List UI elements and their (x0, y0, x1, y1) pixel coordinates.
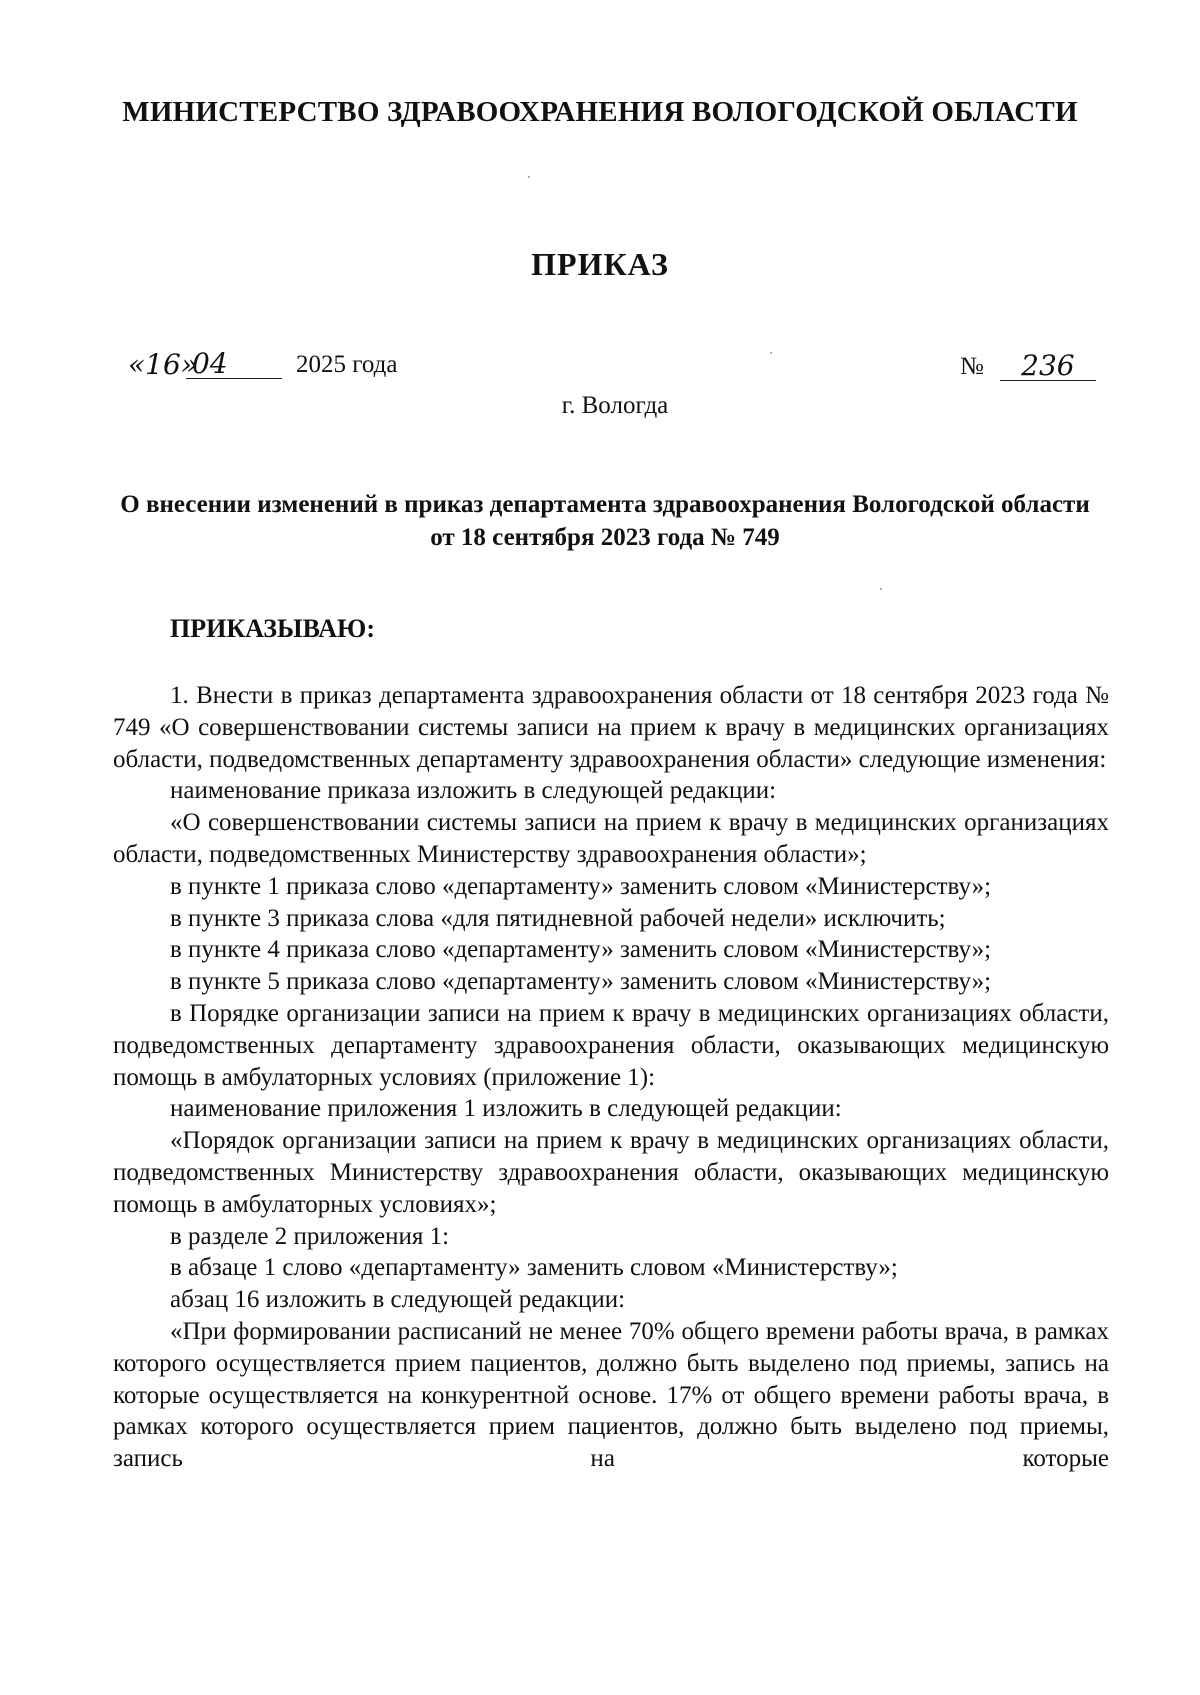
order-number (960, 349, 1096, 382)
handwritten-day: «16» (128, 348, 198, 381)
paragraph: в пункте 3 приказа слова «для пятидневной рабочей недели» исключить; (170, 904, 946, 932)
scan-speck (770, 352, 772, 354)
paragraph: в пункте 5 приказа слово «департаменту» заменить словом «Министерству»; (170, 968, 992, 996)
scan-speck (528, 176, 530, 178)
order-subject: О внесении изменений в приказ департамента здравоохранения Вологодской области от 18 сентября 2023 года № 749 (120, 491, 1090, 551)
paragraph: в пункте 1 приказа слово «департаменту» заменить словом «Министерству»; (170, 872, 992, 900)
number-sign: № (960, 353, 984, 380)
handwritten-month: 04 (186, 350, 282, 379)
decree-heading: ПРИКАЗЫВАЮ: (170, 614, 375, 643)
paragraph: в абзаце 1 слово «департаменту» заменить словом «Министерству»; (170, 1254, 898, 1282)
paragraph: наименование приложения 1 изложить в следующей редакции: (170, 1095, 842, 1123)
paragraph: «Порядок организации записи на прием к врачу в медицинских организациях области, подведомственных Министерству здравоохранения области, оказывающих медицинскую помощь в амбулаторных условиях»; (113, 1127, 1109, 1218)
paragraph: наименование приказа изложить в следующей редакции: (170, 777, 777, 805)
scan-speck (880, 588, 882, 590)
paragraph: в разделе 2 приложения 1: (170, 1222, 450, 1250)
paragraph: абзац 16 изложить в следующей редакции: (170, 1286, 626, 1314)
paragraph: «О совершенствовании системы записи на прием к врачу в медицинских организациях области, подведомственных Министерству здравоохранения области»; (113, 809, 1109, 868)
paragraph: в пункте 4 приказа слово «департаменту» заменить словом «Министерству»; (170, 936, 992, 964)
ministry-header: МИНИСТЕРСТВО ЗДРАВООХРАНЕНИЯ ВОЛОГОДСКОЙ ОБЛАСТИ (122, 96, 1078, 128)
order-date (128, 347, 398, 381)
paragraph: «При формировании расписаний не менее 70% общего времени работы врача, в рамках которого осуществляется прием пациентов, должно быть выделено под приемы, запись на которые осуществляется на конкурентной основе. 17% от общего времени работы врача, в рамках которого осуществляется прием пациентов, должно быть выделено под приемы, запись на которые (113, 1317, 1109, 1473)
order-year: 2025 года (296, 351, 398, 378)
paragraph: в Порядке организации записи на прием к врачу в медицинских организациях области, подведомственных департаменту здравоохранения области, оказывающих медицинскую помощь в амбулаторных условиях (приложение 1): (113, 999, 1109, 1091)
order-body (113, 680, 1109, 1475)
paragraph: 1. Внести в приказ департамента здравоохранения области от 18 сентября 2023 года № 749 «О совершенствовании системы записи на прием к врачу в медицинских организациях области, подведомственных департаменту здравоохранения области» следующие изменения: (113, 682, 1109, 773)
handwritten-number: 236 (1000, 352, 1096, 381)
order-title: ПРИКАЗ (531, 246, 669, 282)
city: г. Вологда (561, 392, 669, 419)
